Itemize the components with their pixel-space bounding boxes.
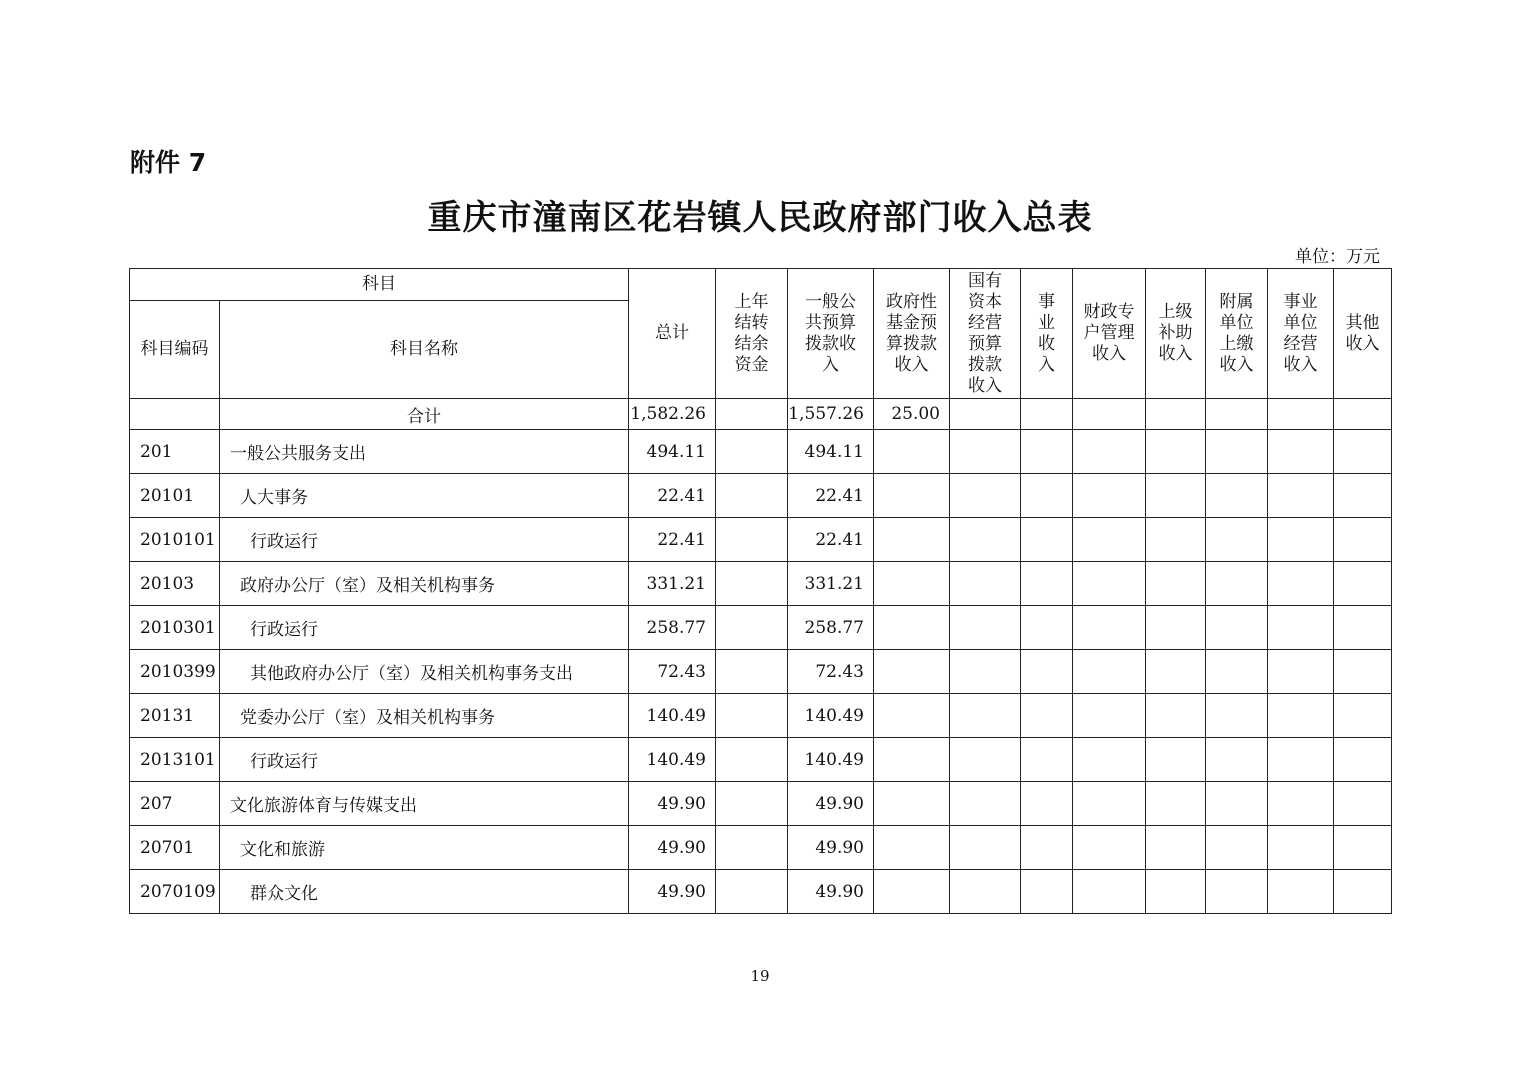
- total-carryover-value: [716, 399, 788, 430]
- row-empty-cell: [1146, 782, 1206, 826]
- row-empty-cell: [1146, 518, 1206, 562]
- income-table: [129, 268, 1392, 914]
- row-empty-cell: [874, 650, 950, 694]
- row-empty-cell: [1146, 738, 1206, 782]
- row-general: 72.43: [788, 650, 874, 694]
- row-empty-cell: [1146, 870, 1206, 914]
- row-empty-cell: [1021, 650, 1073, 694]
- page-title: 重庆市潼南区花岩镇人民政府部门收入总表: [427, 198, 1093, 238]
- row-empty-cell: [874, 606, 950, 650]
- total-code-cell: [130, 399, 220, 430]
- total-row: [130, 399, 1392, 430]
- row-name: 文化和旅游: [220, 826, 629, 870]
- header-fiscal: [1073, 269, 1146, 399]
- row-empty-cell: [874, 870, 950, 914]
- header-stateowned-text: 国有资本经营预算拨款收入: [968, 270, 1002, 396]
- row-total: 140.49: [629, 738, 716, 782]
- table-row: [130, 738, 1392, 782]
- row-carryover: [716, 870, 788, 914]
- table-row: [130, 606, 1392, 650]
- row-code: 201: [130, 430, 220, 474]
- row-empty-cell: [1073, 694, 1146, 738]
- row-empty-cell: [950, 518, 1021, 562]
- header-business-text: 事业收入: [1038, 291, 1055, 375]
- row-general: 331.21: [788, 562, 874, 606]
- row-empty-cell: [1073, 782, 1146, 826]
- row-name: 文化旅游体育与传媒支出: [220, 782, 629, 826]
- row-empty-cell: [1334, 606, 1392, 650]
- header-carryover-text: 上年结转结余资金: [734, 291, 769, 375]
- row-empty-cell: [1206, 562, 1268, 606]
- row-empty-cell: [1334, 474, 1392, 518]
- table-row: [130, 474, 1392, 518]
- header-carryover: [716, 269, 788, 399]
- row-empty-cell: [1334, 782, 1392, 826]
- header-subsidy: [1146, 269, 1206, 399]
- row-empty-cell: [950, 562, 1021, 606]
- header-other: [1334, 269, 1392, 399]
- header-general-text: 一般公共预算拨款收入: [805, 291, 856, 375]
- row-name: 行政运行: [220, 518, 629, 562]
- row-general: 140.49: [788, 694, 874, 738]
- row-name: 群众文化: [220, 870, 629, 914]
- row-empty-cell: [1334, 562, 1392, 606]
- row-empty-cell: [1073, 738, 1146, 782]
- table-row: [130, 430, 1392, 474]
- row-total: 331.21: [629, 562, 716, 606]
- row-empty-cell: [950, 650, 1021, 694]
- row-empty-cell: [1206, 474, 1268, 518]
- row-code: 20103: [130, 562, 220, 606]
- row-empty-cell: [1206, 826, 1268, 870]
- row-name: 其他政府办公厅（室）及相关机构事务支出: [220, 650, 629, 694]
- row-empty-cell: [1206, 606, 1268, 650]
- row-empty-cell: [1021, 518, 1073, 562]
- row-name: 人大事务: [220, 474, 629, 518]
- row-carryover: [716, 562, 788, 606]
- row-empty-cell: [1021, 430, 1073, 474]
- row-name: 党委办公厅（室）及相关机构事务: [220, 694, 629, 738]
- header-subject: 科目: [130, 269, 629, 301]
- table-row: [130, 826, 1392, 870]
- row-empty-cell: [1268, 474, 1334, 518]
- row-empty-cell: [1268, 694, 1334, 738]
- table-row: [130, 518, 1392, 562]
- row-empty-cell: [1334, 694, 1392, 738]
- row-carryover: [716, 826, 788, 870]
- row-carryover: [716, 518, 788, 562]
- row-empty-cell: [1021, 474, 1073, 518]
- row-empty-cell: [1334, 650, 1392, 694]
- row-general: 140.49: [788, 738, 874, 782]
- row-carryover: [716, 606, 788, 650]
- row-general: 494.11: [788, 430, 874, 474]
- row-empty-cell: [950, 430, 1021, 474]
- row-empty-cell: [1021, 870, 1073, 914]
- header-govfund: [874, 269, 950, 399]
- row-code: 2013101: [130, 738, 220, 782]
- header-operating: [1268, 269, 1334, 399]
- row-general: 22.41: [788, 474, 874, 518]
- row-carryover: [716, 782, 788, 826]
- row-empty-cell: [1073, 606, 1146, 650]
- row-empty-cell: [1073, 430, 1146, 474]
- row-empty-cell: [874, 738, 950, 782]
- row-empty-cell: [1073, 650, 1146, 694]
- header-affiliated-text: 附属单位上缴收入: [1219, 291, 1254, 375]
- row-total: 49.90: [629, 826, 716, 870]
- row-empty-cell: [1268, 606, 1334, 650]
- row-empty-cell: [1268, 430, 1334, 474]
- row-name: 政府办公厅（室）及相关机构事务: [220, 562, 629, 606]
- row-general: 49.90: [788, 826, 874, 870]
- row-empty-cell: [874, 694, 950, 738]
- row-empty-cell: [1146, 826, 1206, 870]
- row-code: 20101: [130, 474, 220, 518]
- row-empty-cell: [874, 474, 950, 518]
- row-empty-cell: [1334, 826, 1392, 870]
- header-govfund-text: 政府性基金预算拨款收入: [886, 291, 937, 375]
- row-empty-cell: [1334, 870, 1392, 914]
- row-empty-cell: [1073, 474, 1146, 518]
- row-code: 207: [130, 782, 220, 826]
- table-row: [130, 870, 1392, 914]
- total-total-value: 1,582.26: [629, 399, 716, 430]
- header-subsidy-text: 上级补助收入: [1158, 302, 1193, 364]
- header-fiscal-text: 财政专户管理收入: [1083, 302, 1135, 364]
- header-code: 科目编码: [130, 301, 220, 399]
- row-code: 20131: [130, 694, 220, 738]
- row-empty-cell: [1268, 826, 1334, 870]
- row-code: 2010101: [130, 518, 220, 562]
- row-carryover: [716, 430, 788, 474]
- header-total-text: 总计: [655, 323, 689, 343]
- row-empty-cell: [1146, 430, 1206, 474]
- row-name: 一般公共服务支出: [220, 430, 629, 474]
- row-empty-cell: [1021, 694, 1073, 738]
- total-govfund-value: 25.00: [874, 399, 950, 430]
- row-empty-cell: [874, 826, 950, 870]
- row-total: 22.41: [629, 474, 716, 518]
- row-general: 22.41: [788, 518, 874, 562]
- row-code: 2010301: [130, 606, 220, 650]
- row-empty-cell: [874, 518, 950, 562]
- row-empty-cell: [1206, 650, 1268, 694]
- row-carryover: [716, 694, 788, 738]
- row-total: 49.90: [629, 782, 716, 826]
- row-empty-cell: [1268, 782, 1334, 826]
- row-empty-cell: [1146, 606, 1206, 650]
- row-code: 2010399: [130, 650, 220, 694]
- row-empty-cell: [1021, 782, 1073, 826]
- row-carryover: [716, 738, 788, 782]
- row-empty-cell: [1334, 430, 1392, 474]
- row-empty-cell: [1206, 694, 1268, 738]
- row-empty-cell: [1268, 650, 1334, 694]
- row-empty-cell: [1206, 518, 1268, 562]
- row-name: 行政运行: [220, 606, 629, 650]
- table-row: [130, 782, 1392, 826]
- header-name: 科目名称: [220, 301, 629, 399]
- row-empty-cell: [950, 870, 1021, 914]
- row-empty-cell: [1021, 738, 1073, 782]
- table-row: [130, 694, 1392, 738]
- row-total: 258.77: [629, 606, 716, 650]
- page-number: 19: [750, 967, 770, 985]
- row-carryover: [716, 650, 788, 694]
- row-total: 22.41: [629, 518, 716, 562]
- row-empty-cell: [950, 474, 1021, 518]
- row-code: 2070109: [130, 870, 220, 914]
- row-empty-cell: [1206, 430, 1268, 474]
- row-empty-cell: [1146, 650, 1206, 694]
- row-empty-cell: [1073, 826, 1146, 870]
- attachment-label: 附件 7: [130, 148, 207, 177]
- row-empty-cell: [950, 826, 1021, 870]
- row-empty-cell: [1021, 606, 1073, 650]
- header-operating-text: 事业单位经营收入: [1283, 291, 1318, 375]
- row-empty-cell: [1334, 518, 1392, 562]
- row-empty-cell: [1146, 562, 1206, 606]
- row-empty-cell: [1268, 562, 1334, 606]
- header-business: [1021, 269, 1073, 399]
- row-empty-cell: [1268, 870, 1334, 914]
- row-total: 49.90: [629, 870, 716, 914]
- row-empty-cell: [1021, 562, 1073, 606]
- row-empty-cell: [950, 606, 1021, 650]
- row-general: 49.90: [788, 782, 874, 826]
- total-label: 合计: [220, 399, 629, 430]
- header-general: [788, 269, 874, 399]
- header-affiliated: [1206, 269, 1268, 399]
- table-row: [130, 562, 1392, 606]
- row-empty-cell: [874, 562, 950, 606]
- row-empty-cell: [950, 738, 1021, 782]
- row-empty-cell: [1206, 870, 1268, 914]
- row-total: 72.43: [629, 650, 716, 694]
- row-empty-cell: [1206, 782, 1268, 826]
- row-name: 行政运行: [220, 738, 629, 782]
- row-general: 258.77: [788, 606, 874, 650]
- header-total: [629, 269, 716, 399]
- row-empty-cell: [1073, 870, 1146, 914]
- row-empty-cell: [1146, 694, 1206, 738]
- unit-label: 单位：万元: [1295, 247, 1380, 267]
- row-total: 140.49: [629, 694, 716, 738]
- row-empty-cell: [1073, 562, 1146, 606]
- row-empty-cell: [1073, 518, 1146, 562]
- row-empty-cell: [1268, 518, 1334, 562]
- total-general-value: 1,557.26: [788, 399, 874, 430]
- row-empty-cell: [1146, 474, 1206, 518]
- header-stateowned: [950, 269, 1021, 399]
- row-empty-cell: [1021, 826, 1073, 870]
- row-empty-cell: [1206, 738, 1268, 782]
- row-empty-cell: [874, 782, 950, 826]
- header-other-text: 其他收入: [1345, 312, 1380, 354]
- row-total: 494.11: [629, 430, 716, 474]
- row-empty-cell: [874, 430, 950, 474]
- row-code: 20701: [130, 826, 220, 870]
- table-row: [130, 650, 1392, 694]
- row-empty-cell: [1268, 738, 1334, 782]
- row-carryover: [716, 474, 788, 518]
- row-empty-cell: [950, 694, 1021, 738]
- row-general: 49.90: [788, 870, 874, 914]
- row-empty-cell: [950, 782, 1021, 826]
- row-empty-cell: [1334, 738, 1392, 782]
